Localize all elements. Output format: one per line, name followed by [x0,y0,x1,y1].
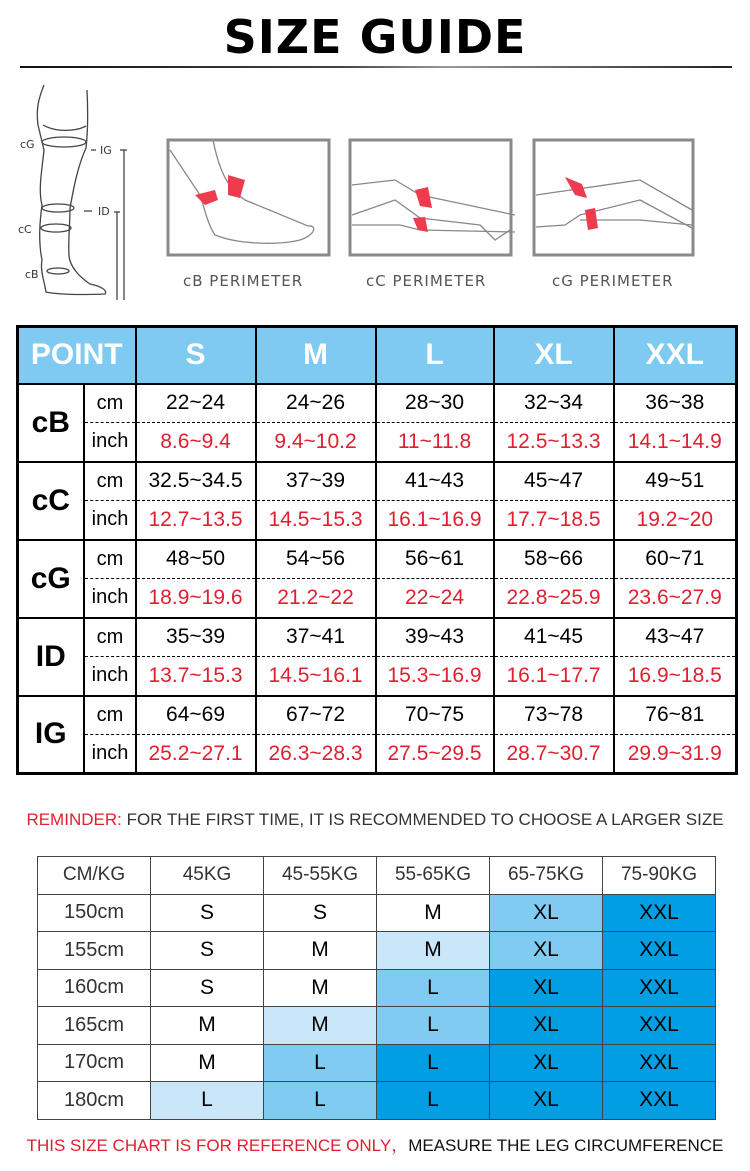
size-cell: M [377,894,490,932]
cm-value: 35~39 [136,618,256,657]
leg-label-cb: cB [25,268,39,281]
inch-value: 22~24 [376,579,494,618]
inch-value: 16.1~16.9 [376,501,494,540]
table-row [18,501,737,540]
inch-value: 14.5~15.3 [256,501,376,540]
unit-inch: inch [84,501,136,540]
measurement-size-table [16,325,738,775]
size-cell: L [377,1082,490,1120]
inch-value: 17.7~18.5 [494,501,614,540]
height-label: 165cm [38,1007,151,1045]
cm-value: 41~45 [494,618,614,657]
measurement-illustration [0,80,750,310]
table-row [18,618,737,657]
inch-value: 19.2~20 [614,501,737,540]
height-label: 155cm [38,932,151,970]
table-row [38,932,716,970]
size-cell: S [151,932,264,970]
header-size-m: M [256,327,376,384]
header-weight: 75-90KG [603,857,716,895]
leg-label-cc: cC [18,223,32,236]
size-cell: XXL [603,1007,716,1045]
unit-cm: cm [84,462,136,501]
size-cell: M [264,932,377,970]
table-row [38,1044,716,1082]
cm-value: 76~81 [614,696,737,735]
size-cell: L [264,1044,377,1082]
size-cell: M [264,1007,377,1045]
inch-value: 12.5~13.3 [494,423,614,462]
size-cell: XL [490,894,603,932]
size-cell: XXL [603,932,716,970]
inch-value: 8.6~9.4 [136,423,256,462]
header-weight: 55-65KG [377,857,490,895]
table-header-row [18,327,737,384]
cm-value: 36~38 [614,384,737,423]
point-label: cB [18,384,84,462]
size-cell: XL [490,932,603,970]
inch-value: 25.2~27.1 [136,735,256,774]
header-point: POINT [18,327,136,384]
header-size-s: S [136,327,256,384]
inch-value: 21.2~22 [256,579,376,618]
size-cell: M [264,969,377,1007]
header-size-l: L [376,327,494,384]
inch-value: 13.7~15.3 [136,657,256,696]
table-row [18,540,737,579]
cm-value: 70~75 [376,696,494,735]
inch-value: 11~11.8 [376,423,494,462]
height-label: 180cm [38,1082,151,1120]
cm-value: 32~34 [494,384,614,423]
size-cell: XXL [603,894,716,932]
table-row [38,894,716,932]
table-row [18,735,737,774]
cm-value: 37~41 [256,618,376,657]
page-title: SIZE GUIDE [223,10,527,64]
table-row [18,423,737,462]
size-cell: XL [490,1044,603,1082]
inch-value: 27.5~29.5 [376,735,494,774]
size-cell: L [151,1082,264,1120]
cm-value: 67~72 [256,696,376,735]
cm-value: 60~71 [614,540,737,579]
size-cell: S [151,894,264,932]
table-row [18,657,737,696]
inch-value: 14.5~16.1 [256,657,376,696]
height-label: 150cm [38,894,151,932]
panel-label-cb: cB PERIMETER [183,272,304,290]
inch-value: 14.1~14.9 [614,423,737,462]
table-row [18,384,737,423]
inch-value: 16.9~18.5 [614,657,737,696]
cm-value: 37~39 [256,462,376,501]
inch-value: 23.6~27.9 [614,579,737,618]
point-label: cC [18,462,84,540]
size-cell: L [377,1044,490,1082]
size-cell: S [151,969,264,1007]
footer-note [0,1131,750,1156]
point-label: IG [18,696,84,774]
cm-value: 32.5~34.5 [136,462,256,501]
size-cell: M [377,932,490,970]
inch-value: 9.4~10.2 [256,423,376,462]
unit-cm: cm [84,384,136,423]
size-cell: XXL [603,1044,716,1082]
cm-value: 24~26 [256,384,376,423]
size-cell: L [377,969,490,1007]
panel-label-cg: cG PERIMETER [552,272,674,290]
cm-value: 64~69 [136,696,256,735]
unit-cm: cm [84,696,136,735]
size-cell: S [264,894,377,932]
table-row [18,696,737,735]
reminder-text: FOR THE FIRST TIME, IT IS RECOMMENDED TO CHOOSE A LARGER SIZE [121,810,724,829]
inch-value: 16.1~17.7 [494,657,614,696]
leg-label-cg: cG [20,138,35,151]
height-label: 160cm [38,969,151,1007]
unit-cm: cm [84,618,136,657]
svg-text:ID: ID [98,205,110,218]
cm-value: 49~51 [614,462,737,501]
size-cell: XXL [603,969,716,1007]
point-label: ID [18,618,84,696]
size-cell: XXL [603,1082,716,1120]
table-row [38,1082,716,1120]
height-label: 170cm [38,1044,151,1082]
size-cell: M [151,1044,264,1082]
unit-cm: cm [84,540,136,579]
unit-inch: inch [84,423,136,462]
unit-inch: inch [84,657,136,696]
cm-value: 48~50 [136,540,256,579]
footer-instruction: MEASURE THE LEG CIRCUMFERENCE [408,1136,724,1155]
table-row [18,462,737,501]
table-row [38,1007,716,1045]
svg-text:IG: IG [100,144,112,157]
cm-value: 73~78 [494,696,614,735]
size-cell: XL [490,1082,603,1120]
cm-value: 54~56 [256,540,376,579]
table-row [18,579,737,618]
header-corner: CM/KG [38,857,151,895]
cm-value: 39~43 [376,618,494,657]
inch-value: 18.9~19.6 [136,579,256,618]
reminder-label: REMINDER: [26,810,122,829]
unit-inch: inch [84,579,136,618]
header-weight: 65-75KG [490,857,603,895]
header-size-xl: XL [494,327,614,384]
inch-value: 28.7~30.7 [494,735,614,774]
table-row [38,969,716,1007]
header-weight: 45-55KG [264,857,377,895]
point-label: cG [18,540,84,618]
size-cell: L [264,1082,377,1120]
table-header-row [38,857,716,895]
inch-value: 15.3~16.9 [376,657,494,696]
cm-value: 58~66 [494,540,614,579]
cm-value: 43~47 [614,618,737,657]
size-cell: XL [490,1007,603,1045]
header-weight: 45KG [151,857,264,895]
footer-disclaimer: THIS SIZE CHART IS FOR REFERENCE ONLY， [26,1136,409,1155]
size-cell: XL [490,969,603,1007]
inch-value: 12.7~13.5 [136,501,256,540]
cm-value: 45~47 [494,462,614,501]
size-cell: M [151,1007,264,1045]
inch-value: 29.9~31.9 [614,735,737,774]
panel-label-cc: cC PERIMETER [366,272,487,290]
inch-value: 22.8~25.9 [494,579,614,618]
height-weight-table [37,856,716,1120]
cm-value: 41~43 [376,462,494,501]
inch-value: 26.3~28.3 [256,735,376,774]
cm-value: 28~30 [376,384,494,423]
unit-inch: inch [84,735,136,774]
title-divider [20,66,732,68]
cm-value: 56~61 [376,540,494,579]
cm-value: 22~24 [136,384,256,423]
header-size-xxl: XXL [614,327,737,384]
reminder-note [0,810,750,830]
size-cell: L [377,1007,490,1045]
